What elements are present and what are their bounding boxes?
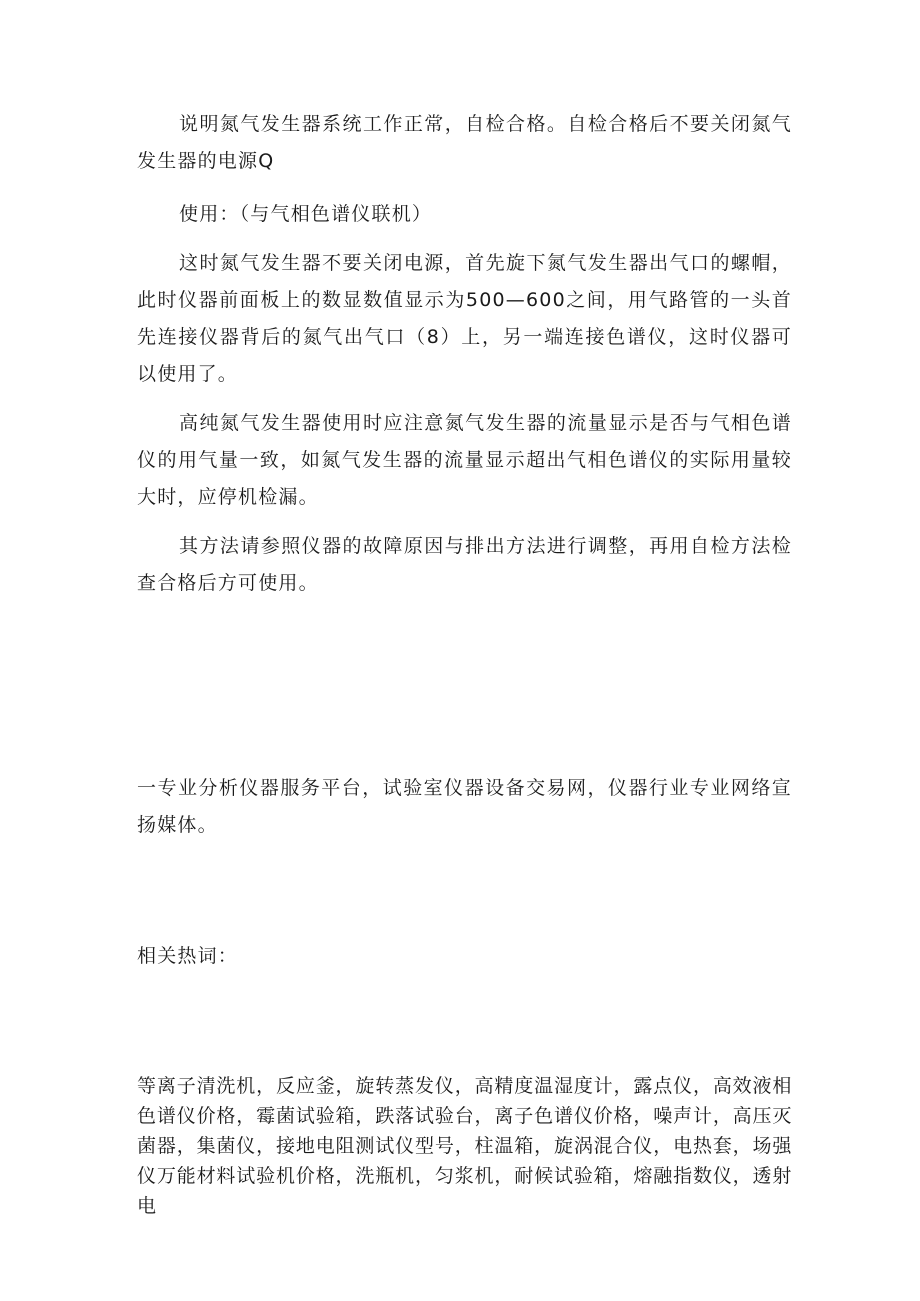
paragraph-usage-heading: 使用：（与气相色谱仪联机） bbox=[179, 203, 433, 225]
paragraph-troubleshooting: 其方法请参照仪器的故障原因与排出方法进行调整，再用自检方法检查合格后方可使用。 bbox=[137, 535, 792, 594]
paragraph-self-check-result: 说明氮气发生器系统工作正常，自检合格。自检合格后不要关闭氮气发生器的电源Q bbox=[137, 113, 792, 172]
related-keywords-list: 等离子清洗机，反应釜，旋转蒸发仪，高精度温湿度计，露点仪，高效液相色谱仪价格，霉菌试验箱，跌落试验台，离子色谱仪价格，噪声计，高压灭菌器，集菌仪，接地电阻测试仪型号，柱温箱，旋涡混合仪，电热套，场强仪万能材料试验机价格，洗瓶机，匀浆机，耐候试验箱，熔融指数仪，透射电 bbox=[137, 1075, 792, 1217]
paragraph-flow-check: 高纯氮气发生器使用时应注意氮气发生器的流量显示是否与气相色谱仪的用气量一致，如氮气发生器的流量显示超出气相色谱仪的实际用量较大时，应停机检漏。 bbox=[137, 412, 792, 508]
related-keywords-label: 相关热词： bbox=[137, 945, 239, 967]
paragraph-usage-steps: 这时氮气发生器不要关闭电源，首先旋下氮气发生器出气口的螺帽，此时仪器前面板上的数显数值显示为500—600之间，用气路管的一头首先连接仪器背后的氮气出气口（8）上，另一端连接色谱仪，这时仪器可以使用了。 bbox=[137, 252, 792, 385]
paragraph-platform-description: 一专业分析仪器服务平台，试验室仪器设备交易网，仪器行业专业网络宣扬媒体。 bbox=[137, 777, 792, 836]
